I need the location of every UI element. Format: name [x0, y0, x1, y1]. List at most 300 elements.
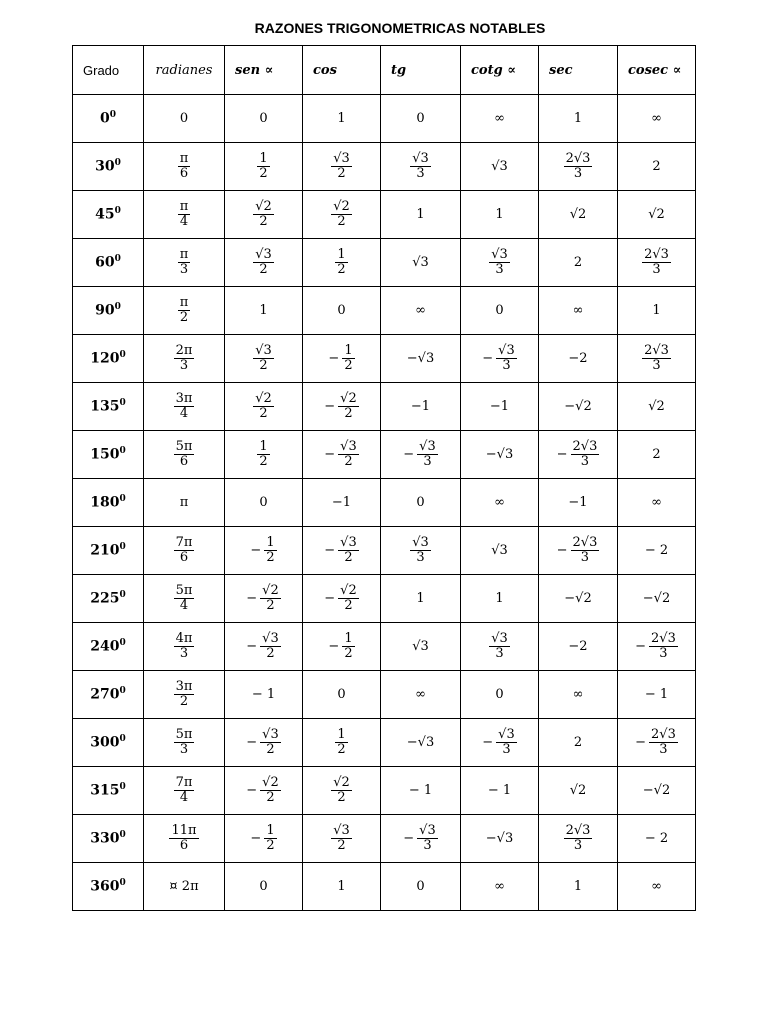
numerator: 1	[344, 343, 353, 359]
cell-sec	[539, 431, 618, 479]
cell-value: 1	[573, 879, 583, 894]
cell-grado	[73, 815, 144, 863]
cell-cos	[303, 143, 381, 191]
degree-superscript: 0	[119, 494, 126, 505]
denominator: 2	[344, 550, 353, 565]
cell-value: − 2	[644, 831, 669, 846]
cell-value: 0	[259, 495, 268, 510]
denominator: 3	[659, 742, 668, 757]
cell-cosec	[618, 143, 696, 191]
fraction	[253, 392, 274, 420]
degree-value: 225	[90, 590, 120, 607]
cell-rad	[144, 719, 225, 767]
cell-tg	[381, 623, 461, 671]
degree-superscript: 0	[119, 686, 126, 697]
degree-value: 300	[90, 734, 120, 751]
cell-cosec	[618, 623, 696, 671]
cell-value: 0	[259, 111, 268, 126]
cell-value: 0	[337, 303, 346, 318]
denominator: 3	[179, 646, 189, 661]
cell-rad	[144, 431, 225, 479]
fraction	[417, 440, 438, 468]
cell-cos	[303, 95, 381, 143]
cell-sen	[225, 431, 303, 479]
cell-sen	[225, 863, 303, 911]
minus-sign: −	[324, 399, 336, 414]
cell-sen	[225, 575, 303, 623]
header-grado: Grado	[73, 46, 144, 95]
degree-value: 45	[95, 206, 115, 223]
cell-sec	[539, 767, 618, 815]
cell-tg	[381, 383, 461, 431]
degree-value: 210	[90, 542, 120, 559]
cell-cosec	[618, 335, 696, 383]
cell-value: √2	[569, 783, 587, 798]
fraction	[335, 728, 347, 756]
numerator: 1	[259, 439, 268, 455]
cell-value: − 1	[487, 783, 512, 798]
cell-grado	[73, 431, 144, 479]
table-row	[73, 143, 696, 191]
cell-sec	[539, 191, 618, 239]
cell-cos	[303, 623, 381, 671]
degree-superscript: 0	[119, 446, 126, 457]
degree-superscript: 0	[114, 254, 121, 265]
cell-value: ∞	[494, 495, 505, 510]
numerator: 2√3	[572, 439, 598, 455]
cell-value: √2	[569, 207, 587, 222]
cell-value: 1	[337, 111, 346, 126]
denominator: 2	[179, 694, 189, 709]
fraction	[564, 824, 593, 852]
cell-value: 2	[652, 447, 661, 462]
cell-cos	[303, 575, 381, 623]
cell-cotg	[461, 623, 539, 671]
cell-value: 1	[495, 207, 504, 222]
trig-table	[72, 45, 696, 911]
degree-value: 330	[90, 830, 120, 847]
cell-value: −√2	[642, 783, 671, 798]
cell-value: 1	[573, 111, 583, 126]
denominator: 2	[259, 166, 268, 181]
cell-value: 0	[259, 879, 268, 894]
denominator: 3	[416, 550, 425, 565]
cell-cotg	[461, 287, 539, 335]
fraction	[571, 440, 600, 468]
cell-grado	[73, 623, 144, 671]
cell-cosec	[618, 527, 696, 575]
cell-rad	[144, 143, 225, 191]
cell-cos	[303, 335, 381, 383]
fraction	[253, 344, 274, 372]
denominator: 2	[266, 742, 275, 757]
cell-value: 0	[337, 687, 346, 702]
cell-rad	[144, 767, 225, 815]
cell-value: 1	[495, 591, 504, 606]
header-cosec: cosec ∝	[618, 46, 696, 95]
cell-cosec	[618, 767, 696, 815]
cell-tg	[381, 287, 461, 335]
denominator: 2	[344, 598, 353, 613]
cell-sen	[225, 239, 303, 287]
degree-value: 360	[90, 878, 120, 895]
cell-grado	[73, 671, 144, 719]
fraction	[169, 824, 198, 852]
header-tg: tg	[381, 46, 461, 95]
degree-value: 30	[95, 158, 115, 175]
cell-tg	[381, 863, 461, 911]
numerator: 3π	[175, 391, 193, 407]
cell-tg	[381, 335, 461, 383]
cell-value: −√2	[564, 591, 592, 606]
minus-sign: −	[328, 639, 340, 654]
denominator: 2	[344, 358, 353, 373]
cell-sen	[225, 383, 303, 431]
cell-sec	[539, 143, 618, 191]
fraction	[174, 632, 195, 660]
cell-value: −√2	[642, 591, 671, 606]
denominator: 2	[337, 166, 346, 181]
cell-tg	[381, 815, 461, 863]
cell-cosec	[618, 287, 696, 335]
cell-cosec	[618, 431, 696, 479]
cell-cotg	[461, 671, 539, 719]
cell-cotg	[461, 383, 539, 431]
degree-value: 150	[90, 446, 120, 463]
degree-superscript: 0	[119, 350, 126, 361]
cell-value: 2	[573, 735, 583, 750]
fraction	[253, 248, 274, 276]
degree-superscript: 0	[114, 302, 121, 313]
cell-tg	[381, 143, 461, 191]
fraction	[342, 344, 354, 372]
numerator: 2√3	[565, 151, 591, 167]
cell-rad	[144, 527, 225, 575]
denominator: 3	[502, 358, 511, 373]
cell-tg	[381, 527, 461, 575]
cell-sec	[539, 575, 618, 623]
numerator: √3	[412, 535, 429, 551]
numerator: 5π	[175, 439, 193, 455]
cell-grado	[73, 95, 144, 143]
cell-value: 1	[416, 207, 425, 222]
cell-cos	[303, 239, 381, 287]
numerator: √3	[340, 439, 357, 455]
denominator: 2	[179, 310, 189, 325]
minus-sign: −	[556, 543, 568, 558]
cell-value: − 2	[644, 543, 669, 558]
denominator: 3	[179, 358, 189, 373]
numerator: √3	[255, 247, 272, 263]
degree-superscript: 0	[119, 638, 126, 649]
fraction	[178, 248, 191, 276]
numerator: √2	[262, 583, 279, 599]
numerator: √3	[498, 727, 515, 743]
cell-sec	[539, 623, 618, 671]
denominator: 3	[659, 646, 668, 661]
cell-value: ∞	[651, 879, 662, 894]
denominator: 2	[259, 454, 268, 469]
numerator: √3	[333, 151, 350, 167]
numerator: π	[179, 199, 189, 215]
degree-superscript: 0	[119, 542, 126, 553]
header-cos: cos	[303, 46, 381, 95]
denominator: 3	[423, 838, 432, 853]
cell-sen	[225, 191, 303, 239]
page-title: RAZONES TRIGONOMETRICAS NOTABLES	[254, 20, 546, 36]
numerator: 3π	[175, 679, 193, 695]
cell-cosec	[618, 383, 696, 431]
numerator: 2√3	[651, 727, 676, 743]
cell-cotg	[461, 479, 539, 527]
numerator: √3	[491, 247, 508, 263]
numerator: √3	[262, 727, 279, 743]
cell-sen	[225, 527, 303, 575]
fraction	[410, 152, 431, 180]
fraction	[489, 248, 510, 276]
fraction	[264, 536, 276, 564]
cell-value: ∞	[572, 687, 584, 702]
numerator: √3	[498, 343, 515, 359]
cell-rad	[144, 815, 225, 863]
denominator: 4	[179, 214, 189, 229]
minus-sign: −	[250, 831, 262, 846]
minus-sign: −	[635, 735, 647, 750]
minus-sign: −	[246, 639, 258, 654]
numerator: √2	[255, 391, 272, 407]
denominator: 2	[266, 550, 275, 565]
denominator: 4	[179, 406, 189, 421]
cell-cos	[303, 287, 381, 335]
degree-superscript: 0	[119, 590, 126, 601]
table-row	[73, 767, 696, 815]
cell-value: 0	[179, 111, 189, 126]
degree-superscript: 0	[119, 398, 126, 409]
cell-value: ∞	[415, 303, 426, 318]
minus-sign: −	[250, 543, 262, 558]
fraction	[257, 440, 269, 468]
minus-sign: −	[403, 831, 415, 846]
cell-value: √3	[491, 543, 508, 558]
numerator: 1	[259, 151, 268, 167]
fraction	[264, 824, 276, 852]
cell-sec	[539, 671, 618, 719]
fraction	[260, 776, 281, 804]
cell-sen	[225, 623, 303, 671]
cell-value: ∞	[572, 303, 584, 318]
cell-sec	[539, 287, 618, 335]
numerator: √2	[333, 775, 350, 791]
cell-value: −1	[331, 495, 352, 510]
fraction	[338, 392, 359, 420]
cell-cotg	[461, 527, 539, 575]
numerator: π	[179, 151, 189, 167]
cell-sen	[225, 671, 303, 719]
fraction	[410, 536, 431, 564]
cell-cos	[303, 671, 381, 719]
minus-sign: −	[246, 783, 258, 798]
denominator: 2	[259, 214, 268, 229]
cell-value: 1	[259, 303, 268, 318]
cell-cotg	[461, 335, 539, 383]
cell-value: −√3	[406, 351, 435, 366]
minus-sign: −	[556, 447, 568, 462]
table-row	[73, 287, 696, 335]
table-row	[73, 623, 696, 671]
cell-tg	[381, 431, 461, 479]
cell-rad	[144, 95, 225, 143]
cell-grado	[73, 479, 144, 527]
header-row	[73, 46, 696, 95]
denominator: 3	[573, 166, 583, 181]
cell-sen	[225, 719, 303, 767]
numerator: 2√3	[644, 247, 669, 263]
cell-sec	[539, 479, 618, 527]
fraction	[174, 440, 195, 468]
minus-sign: −	[482, 735, 494, 750]
cell-sen	[225, 767, 303, 815]
cell-rad	[144, 479, 225, 527]
denominator: 2	[259, 406, 268, 421]
cell-cosec	[618, 863, 696, 911]
fraction	[331, 152, 352, 180]
cell-value: −√3	[406, 735, 435, 750]
cell-value: −√3	[485, 831, 514, 846]
fraction	[174, 776, 195, 804]
fraction	[174, 584, 195, 612]
cell-rad	[144, 191, 225, 239]
cell-sec	[539, 815, 618, 863]
header-radianes: radianes	[144, 46, 225, 95]
cell-value: 0	[416, 495, 425, 510]
fraction	[331, 776, 352, 804]
table-row	[73, 239, 696, 287]
cell-cos	[303, 767, 381, 815]
cell-sec	[539, 863, 618, 911]
denominator: 2	[337, 790, 346, 805]
numerator: √3	[333, 823, 350, 839]
cell-rad	[144, 623, 225, 671]
numerator: √3	[340, 535, 357, 551]
cell-value: ¤ 2π	[169, 879, 199, 894]
table-row	[73, 575, 696, 623]
cell-grado	[73, 287, 144, 335]
fraction	[335, 248, 347, 276]
numerator: 7π	[175, 535, 193, 551]
minus-sign: −	[324, 447, 336, 462]
cell-sec	[539, 239, 618, 287]
cell-cotg	[461, 719, 539, 767]
degree-value: 0	[99, 110, 110, 127]
cell-cos	[303, 191, 381, 239]
degree-value: 180	[90, 494, 120, 511]
cell-cotg	[461, 239, 539, 287]
cell-cosec	[618, 239, 696, 287]
numerator: √3	[255, 343, 272, 359]
cell-sec	[539, 383, 618, 431]
degree-superscript: 0	[119, 878, 126, 889]
fraction	[338, 584, 359, 612]
fraction	[174, 344, 195, 372]
cell-value: −1	[489, 399, 510, 414]
cell-value: π	[179, 495, 189, 510]
cell-rad	[144, 335, 225, 383]
denominator: 3	[179, 742, 189, 757]
fraction	[260, 584, 281, 612]
cell-tg	[381, 239, 461, 287]
cell-cosec	[618, 479, 696, 527]
denominator: 2	[266, 838, 275, 853]
numerator: √2	[333, 199, 350, 215]
degree-superscript: 0	[114, 206, 121, 217]
fraction	[338, 440, 359, 468]
fraction	[642, 344, 671, 372]
fraction	[174, 680, 195, 708]
denominator: 6	[179, 454, 189, 469]
cell-cos	[303, 527, 381, 575]
denominator: 6	[179, 166, 189, 181]
fraction	[489, 632, 510, 660]
degree-value: 315	[90, 782, 120, 799]
numerator: 7π	[175, 775, 193, 791]
cell-rad	[144, 383, 225, 431]
table-row	[73, 335, 696, 383]
cell-value: √2	[648, 399, 665, 414]
cell-tg	[381, 575, 461, 623]
cell-sen	[225, 143, 303, 191]
cell-grado	[73, 527, 144, 575]
numerator: 2π	[175, 343, 193, 359]
denominator: 2	[259, 358, 268, 373]
table-row	[73, 95, 696, 143]
cell-cotg	[461, 191, 539, 239]
cell-value: 2	[573, 255, 583, 270]
cell-cotg	[461, 95, 539, 143]
cell-cotg	[461, 575, 539, 623]
table-row	[73, 863, 696, 911]
fraction	[178, 296, 191, 324]
table-body	[73, 95, 696, 911]
denominator: 2	[344, 646, 353, 661]
degree-value: 120	[90, 350, 120, 367]
denominator: 3	[652, 358, 661, 373]
cell-grado	[73, 143, 144, 191]
minus-sign: −	[635, 639, 647, 654]
denominator: 2	[266, 646, 275, 661]
cell-value: − 1	[251, 687, 276, 702]
denominator: 4	[179, 790, 189, 805]
table-row	[73, 671, 696, 719]
cell-value: − 1	[644, 687, 669, 702]
cell-value: √3	[412, 255, 429, 270]
cell-tg	[381, 671, 461, 719]
cell-tg	[381, 767, 461, 815]
numerator: 5π	[175, 727, 193, 743]
denominator: 3	[179, 262, 189, 277]
cell-value: 2	[652, 159, 661, 174]
degree-value: 240	[90, 638, 120, 655]
fraction	[178, 200, 191, 228]
degree-superscript: 0	[119, 830, 126, 841]
cell-value: 0	[416, 879, 425, 894]
numerator: √2	[255, 199, 272, 215]
denominator: 3	[495, 646, 504, 661]
minus-sign: −	[324, 543, 336, 558]
cell-value: − 1	[408, 783, 433, 798]
degree-value: 60	[95, 254, 115, 271]
cell-value: −2	[568, 351, 588, 366]
denominator: 2	[259, 262, 268, 277]
